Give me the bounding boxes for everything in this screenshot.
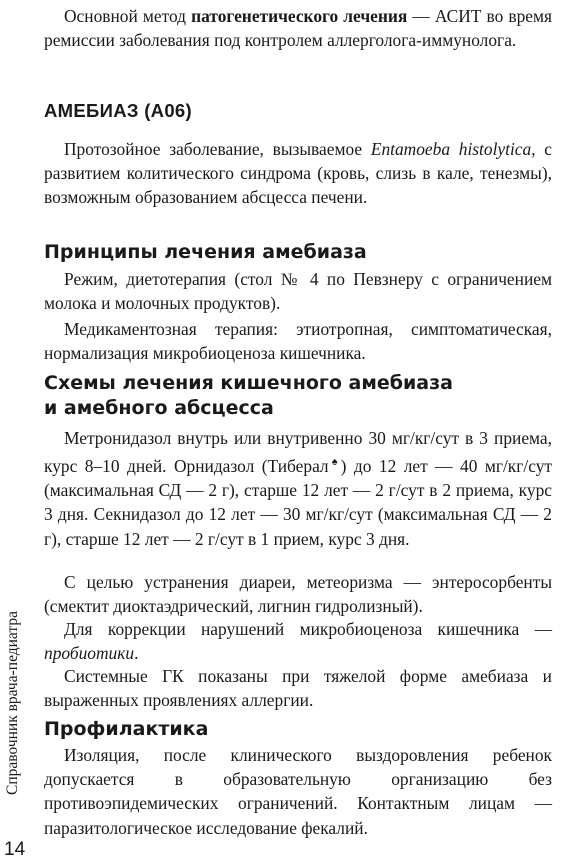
schemes-heading (44, 371, 453, 421)
running-title: Справочник врача-педиатра (4, 610, 21, 795)
section-title: АМЕБИАЗ (А06) (44, 100, 192, 121)
schemes-paragraph-4: Системные ГК показаны при тяжелой форме амебиаза и выраженных проявлениях аллергии. (44, 666, 552, 711)
schemes-paragraph-3: Для коррекции нарушений микробиоценоза кишечника — пробиотики. (44, 619, 552, 664)
trademark-mark: ♠ (328, 456, 341, 469)
principles-paragraph-1: Режим, диетотерапия (стол № 4 по Певзнеру с ограничением молока и молочных продуктов). (44, 269, 552, 314)
prevention-heading: Профилактика (44, 718, 209, 740)
probiotics-term: пробиотики (44, 643, 135, 664)
schemes-heading-line-1: Схемы лечения кишечного амебиаза (44, 372, 453, 394)
species-name: Entamoeba histolytica (370, 139, 532, 159)
principles-heading: Принципы лечения амебиаза (44, 241, 367, 263)
intro-paragraph: Основной метод патогенетического лечения — АСИТ во время ремиссии заболевания под контролем аллерголога-иммунолога. (44, 6, 552, 51)
prevention-paragraph: Изоляция, после клинического выздоровления ребенок допускается в образовательную организацию без противоэпидемических ограничений. Контактным лицам — паразитологическое исследование фекалий. (44, 745, 552, 838)
schemes-heading-line-2: и амебного абсцесса (44, 397, 274, 419)
intro-bold-term: патогенетического лечения (191, 6, 408, 26)
definition-paragraph: Протозойное заболевание, вызываемое Entamoeba histolytica, с развитием колитического синдрома (кровь, слизь в кале, тенезмы), возможным образованием абсцесса печени. (44, 139, 552, 208)
page-number: 14 (4, 839, 26, 860)
principles-paragraph-2: Медикаментозная терапия: этиотропная, симптоматическая, нормализация микробиоценоза кишечника. (44, 319, 552, 364)
schemes-paragraph-2: С целью устранения диареи, метеоризма — энтеросорбенты (смектит диоктаэдрический, лигнин гидролизный). (44, 572, 552, 617)
schemes-paragraph-1: Метронидазол внутрь или внутривенно 30 мг/кг/сут в 3 приема, курс 8–10 дней. Орнидазол (Тиберал♠) до 12 лет — 40 мг/кг/сут (максимальная СД — 2 г), старше 12 лет — 2 г/сут в 2 приема, курс 3 дня. Секнидазол до 12 лет — 30 мг/кг/сут (максимальная СД — 2 г), старше 12 лет — 2 г/сут в 1 прием, курс 3 дня. (44, 428, 553, 549)
